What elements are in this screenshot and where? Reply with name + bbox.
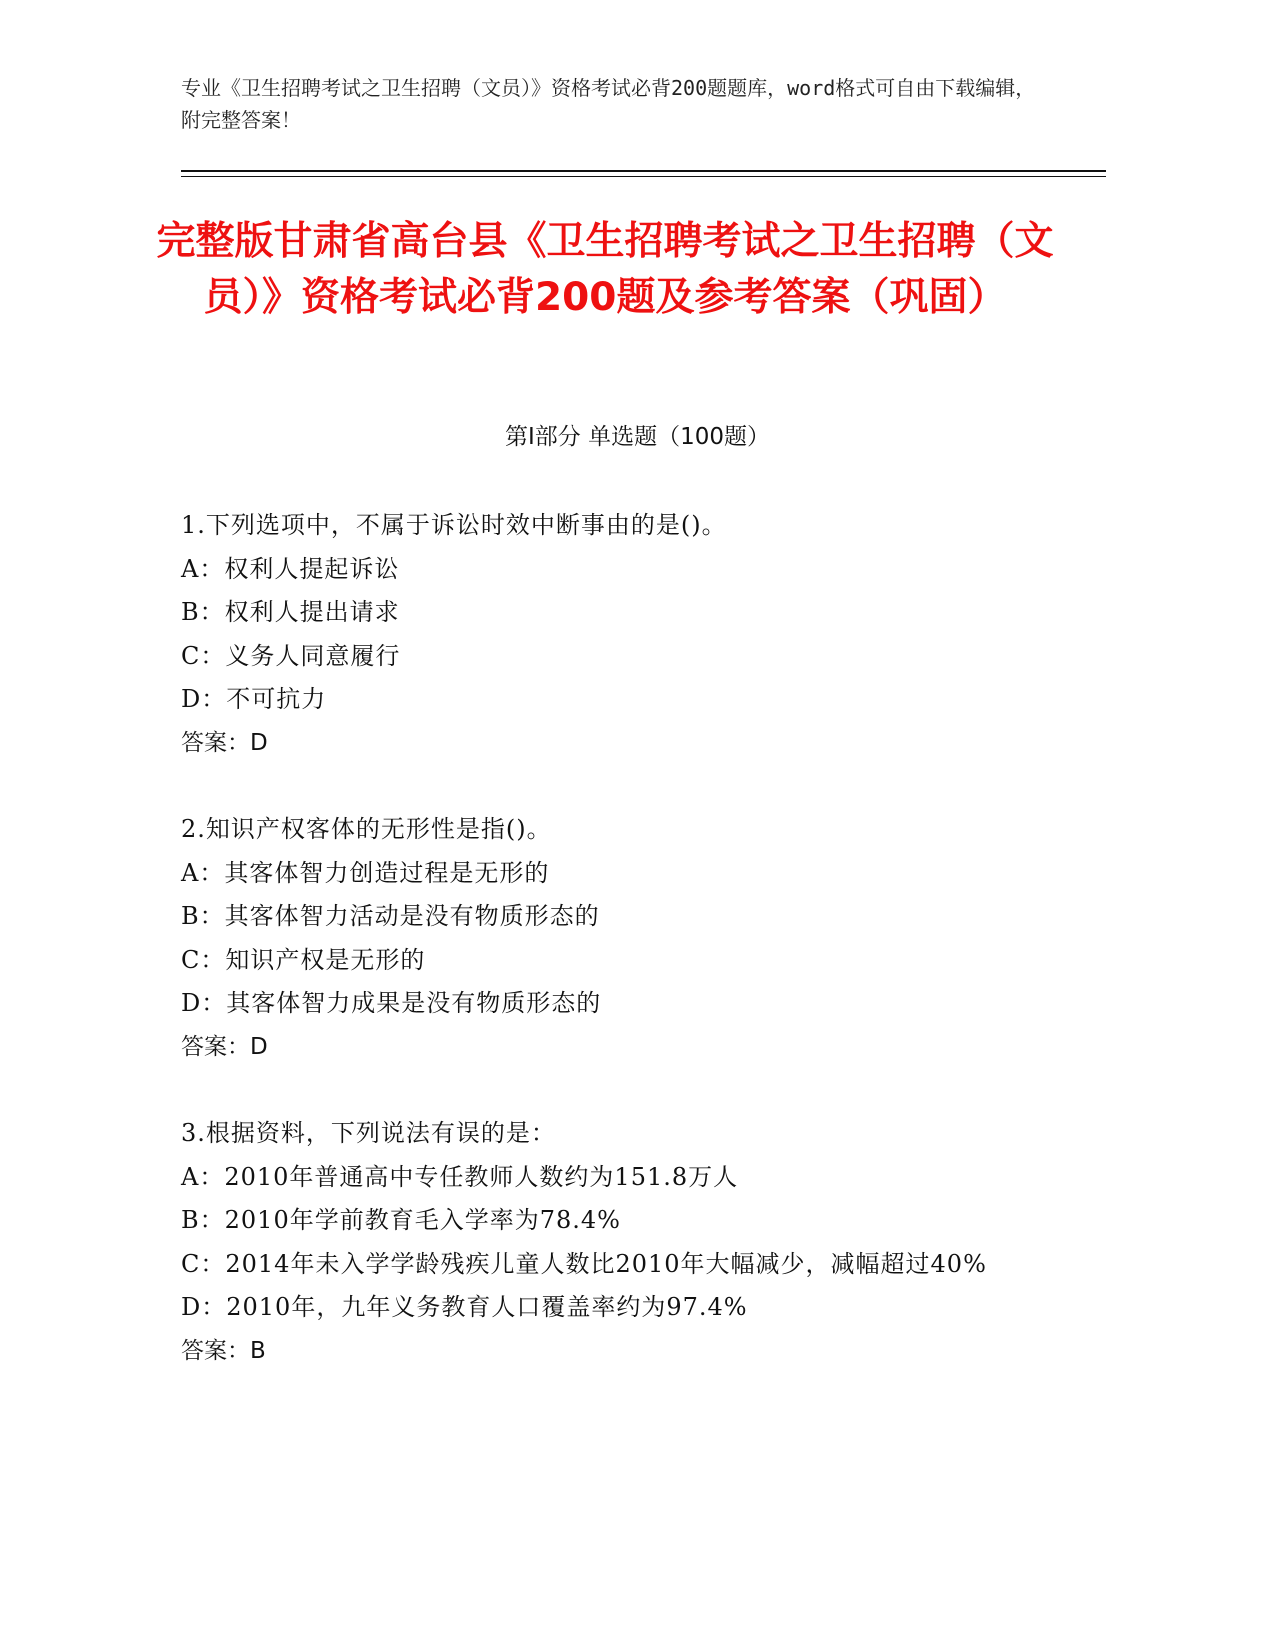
question-stem: 2.知识产权客体的无形性是指()。: [181, 815, 552, 843]
option-a: [181, 1156, 1061, 1200]
option-text: 不可抗力: [226, 685, 327, 713]
question-1: [181, 504, 1061, 765]
question-list: [181, 504, 1061, 1416]
option-letter: D：: [181, 1293, 227, 1321]
header-divider-thick: [181, 170, 1106, 172]
option-letter: D：: [181, 685, 227, 713]
option-d: [181, 982, 1061, 1026]
answer: 答案：B: [181, 1337, 266, 1364]
answer: 答案：D: [181, 1033, 268, 1060]
option-d: [181, 678, 1061, 722]
option-text: 其客体智力创造过程是无形的: [224, 858, 550, 887]
option-text: 义务人同意履行: [225, 641, 401, 670]
option-letter: C：: [181, 945, 226, 974]
question-2: [181, 808, 1061, 1069]
option-letter: D：: [181, 989, 227, 1017]
option-letter: A：: [181, 554, 225, 583]
header-divider-thin: [181, 176, 1106, 177]
option-letter: A：: [181, 858, 225, 887]
option-text: 其客体智力活动是没有物质形态的: [224, 902, 600, 930]
question-3: [181, 1112, 1061, 1373]
option-a: [181, 548, 1061, 592]
option-text: 权利人提起诉讼: [224, 554, 400, 583]
option-letter: A：: [181, 1162, 225, 1191]
option-b: [181, 895, 1061, 939]
option-letter: B：: [181, 598, 225, 626]
header-note: 专业《卫生招聘考试之卫生招聘（文员）》资格考试必背200题题库，word格式可自由下载编辑，附完整答案！: [181, 76, 1036, 132]
option-text: 2010年学前教育毛入学率为78.4%: [224, 1206, 621, 1234]
document-title: 完整版甘肃省高台县《卫生招聘考试之卫生招聘（文员）》资格考试必背200题及参考答案（巩固）: [156, 219, 1054, 320]
option-text: 2014年未入学学龄残疾儿童人数比2010年大幅减少，减幅超过40%: [225, 1249, 987, 1278]
option-b: [181, 1199, 1061, 1243]
option-text: 权利人提出请求: [224, 598, 400, 626]
option-text: 知识产权是无形的: [225, 945, 426, 974]
option-letter: B：: [181, 1206, 225, 1234]
option-a: [181, 852, 1061, 896]
option-text: 2010年普通高中专任教师人数约为151.8万人: [224, 1162, 739, 1191]
answer: 答案：D: [181, 729, 268, 756]
option-letter: C：: [181, 1249, 226, 1278]
question-stem: 1.下列选项中，不属于诉讼时效中断事由的是()。: [181, 511, 727, 539]
option-text: 2010年，九年义务教育人口覆盖率约为97.4%: [226, 1293, 748, 1321]
option-c: [181, 939, 1061, 983]
option-c: [181, 1243, 1061, 1287]
option-c: [181, 635, 1061, 679]
option-letter: C：: [181, 641, 226, 670]
question-stem: 3.根据资料，下列说法有误的是：: [181, 1119, 556, 1147]
option-d: [181, 1286, 1061, 1330]
option-b: [181, 591, 1061, 635]
option-text: 其客体智力成果是没有物质形态的: [226, 989, 602, 1017]
section-heading: 第Ⅰ部分 单选题（100题）: [505, 424, 770, 450]
option-letter: B：: [181, 902, 225, 930]
